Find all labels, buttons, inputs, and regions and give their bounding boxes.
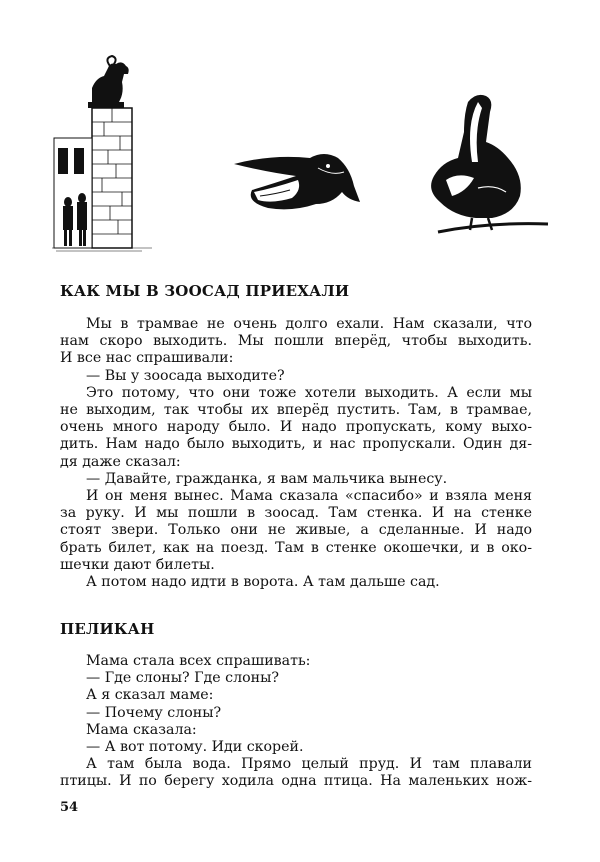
zoo-gate-illustration bbox=[52, 52, 152, 252]
section-heading: ПЕЛИКАН bbox=[60, 620, 155, 638]
text-line: — Давайте, гражданка, я вам мальчика вынесу. bbox=[86, 470, 448, 487]
text-line: дя даже сказал: bbox=[60, 453, 181, 470]
text-line: птицы. И по берегу ходила одна птица. На маленьких нож- bbox=[60, 773, 532, 790]
text-line: А там была вода. Прямо целый пруд. И там плавали bbox=[86, 756, 532, 773]
text-line: — А вот потому. Иди скорей. bbox=[86, 739, 304, 756]
text-line: И все нас спрашивали: bbox=[60, 350, 234, 367]
text-line: брать билет, как на поезд. Там в стенке окошечки, и в око- bbox=[60, 539, 532, 556]
page-number: 54 bbox=[60, 800, 79, 815]
section-heading: КАК МЫ В ЗООСАД ПРИЕХАЛИ bbox=[60, 282, 350, 300]
text-line: не выходим, так чтобы их вперёд пустить. Там, в трамвае, bbox=[60, 401, 532, 418]
text-line: Мы в трамвае не очень долго ехали. Нам сказали, что bbox=[86, 316, 532, 332]
text-line: И он меня вынес. Мама сказала «спасибо» и взяла меня bbox=[86, 487, 532, 504]
text-line: Мама сказала: bbox=[86, 721, 197, 738]
text-line: очень много народу было. И надо пропускать, кому выхо- bbox=[60, 419, 532, 436]
text-line: дить. Нам надо было выходить, и нас пропускали. Один дя- bbox=[60, 436, 532, 453]
text-line: нам скоро выходить. Мы пошли вперёд, чтобы выходить. bbox=[60, 333, 532, 350]
text-line: — Вы у зоосада выходите? bbox=[86, 367, 285, 384]
text-line: А я сказал маме: bbox=[86, 687, 214, 704]
text-line: — Почему слоны? bbox=[86, 704, 222, 721]
section-text bbox=[60, 653, 532, 791]
standing-pelican-illustration bbox=[418, 92, 552, 234]
pelican-head-illustration bbox=[232, 150, 364, 216]
section-text bbox=[60, 316, 532, 591]
text-line: А потом надо идти в ворота. А там дальше сад. bbox=[86, 573, 440, 590]
text-line: за руку. И мы пошли в зоосад. Там стенка. И на стенке bbox=[60, 505, 532, 522]
text-line: Это потому, что они тоже хотели выходить. А если мы bbox=[86, 384, 532, 401]
text-line: Мама стала всех спрашивать: bbox=[86, 653, 311, 669]
text-line: шечки дают билеты. bbox=[60, 556, 215, 573]
text-line: — Где слоны? Где слоны? bbox=[86, 670, 279, 687]
text-line: стоят звери. Только они не живые, а сделанные. И надо bbox=[60, 522, 532, 539]
